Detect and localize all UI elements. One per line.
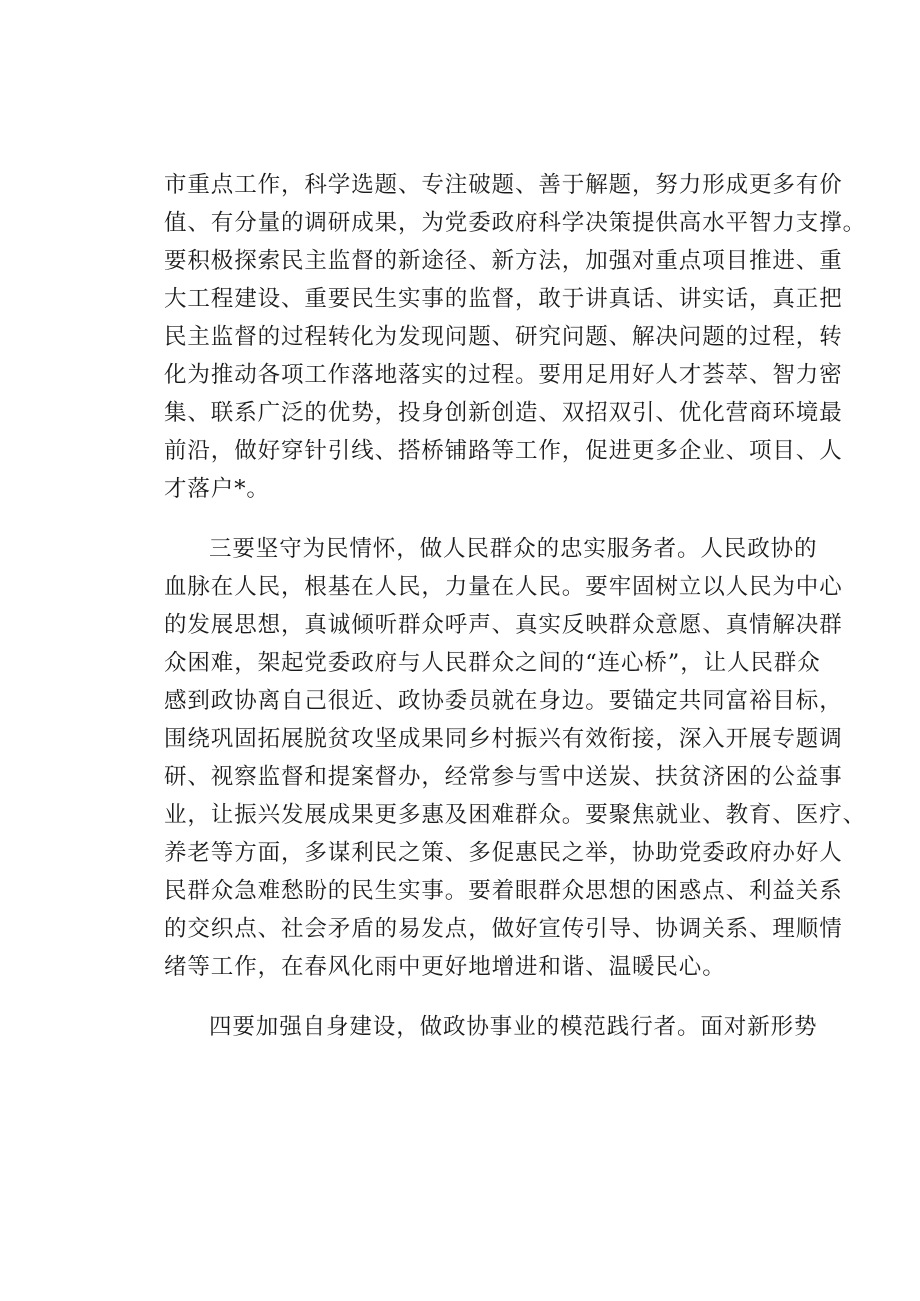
paragraph-spacing (164, 508, 804, 530)
paragraph-line: 的发展思想，真诚倾听群众呼声、真实反映群众意愿、真情解决群 (164, 612, 843, 638)
paragraph-line: 感到政协离自己很近、政协委员就在身边。要锚定共同富裕目标， (164, 688, 843, 714)
paragraph-line: 大工程建设、重要民生实事的监督，敢于讲真话、讲实话，真正把 (164, 286, 843, 312)
paragraph-line: 养老等方面，多谋利民之策、多促惠民之举，协助党委政府办好人 (164, 840, 843, 866)
paragraph-line: 的交织点、社会矛盾的易发点，做好宣传引导、协调关系、理顺情 (164, 916, 843, 942)
paragraph-line: 要积极探索民主监督的新途径、新方法，加强对重点项目推进、重 (164, 248, 843, 274)
paragraph-2 (164, 530, 867, 986)
paragraph-line: 化为推动各项工作落地落实的过程。要用足用好人才荟萃、智力密 (164, 362, 843, 388)
paragraph-line: 血脉在人民，根基在人民，力量在人民。要牢固树立以人民为中心 (164, 574, 843, 600)
paragraph-spacing (164, 986, 804, 1008)
paragraph-line: 三要坚守为民情怀，做人民群众的忠实服务者。人民政协的 (209, 536, 818, 562)
paragraph-line: 绪等工作，在春风化雨中更好地增进和谐、温暖民心。 (164, 954, 726, 980)
paragraph-line: 众困难，架起党委政府与人民群众之间的“连心桥”，让人民群众 (164, 650, 821, 676)
paragraph-3 (164, 1008, 818, 1046)
paragraph-line: 业，让振兴发展成果更多惠及困难群众。要聚焦就业、教育、医疗、 (164, 802, 867, 828)
paragraph-line: 民群众急难愁盼的民生实事。要着眼群众思想的困惑点、利益关系 (164, 878, 843, 904)
paragraph-line: 集、联系广泛的优势，投身创新创造、双招双引、优化营商环境最 (164, 400, 843, 426)
document-body (164, 166, 867, 1046)
paragraph-line: 才落户*。 (164, 476, 270, 502)
paragraph-line: 前沿，做好穿针引线、搭桥铺路等工作，促进更多企业、项目、人 (164, 438, 843, 464)
paragraph-line: 民主监督的过程转化为发现问题、研究问题、解决问题的过程，转 (164, 324, 843, 350)
paragraph-line: 围绕巩固拓展脱贫攻坚成果同乡村振兴有效衔接，深入开展专题调 (164, 726, 843, 752)
paragraph-line: 值、有分量的调研成果，为党委政府科学决策提供高水平智力支撑。 (164, 210, 867, 236)
paragraph-1 (164, 166, 867, 508)
paragraph-line: 市重点工作，科学选题、专注破题、善于解题，努力形成更多有价 (164, 172, 843, 198)
paragraph-line: 四要加强自身建设，做政协事业的模范践行者。面对新形势 (209, 1014, 818, 1040)
paragraph-line: 研、视察监督和提案督办，经常参与雪中送炭、扶贫济困的公益事 (164, 764, 843, 790)
